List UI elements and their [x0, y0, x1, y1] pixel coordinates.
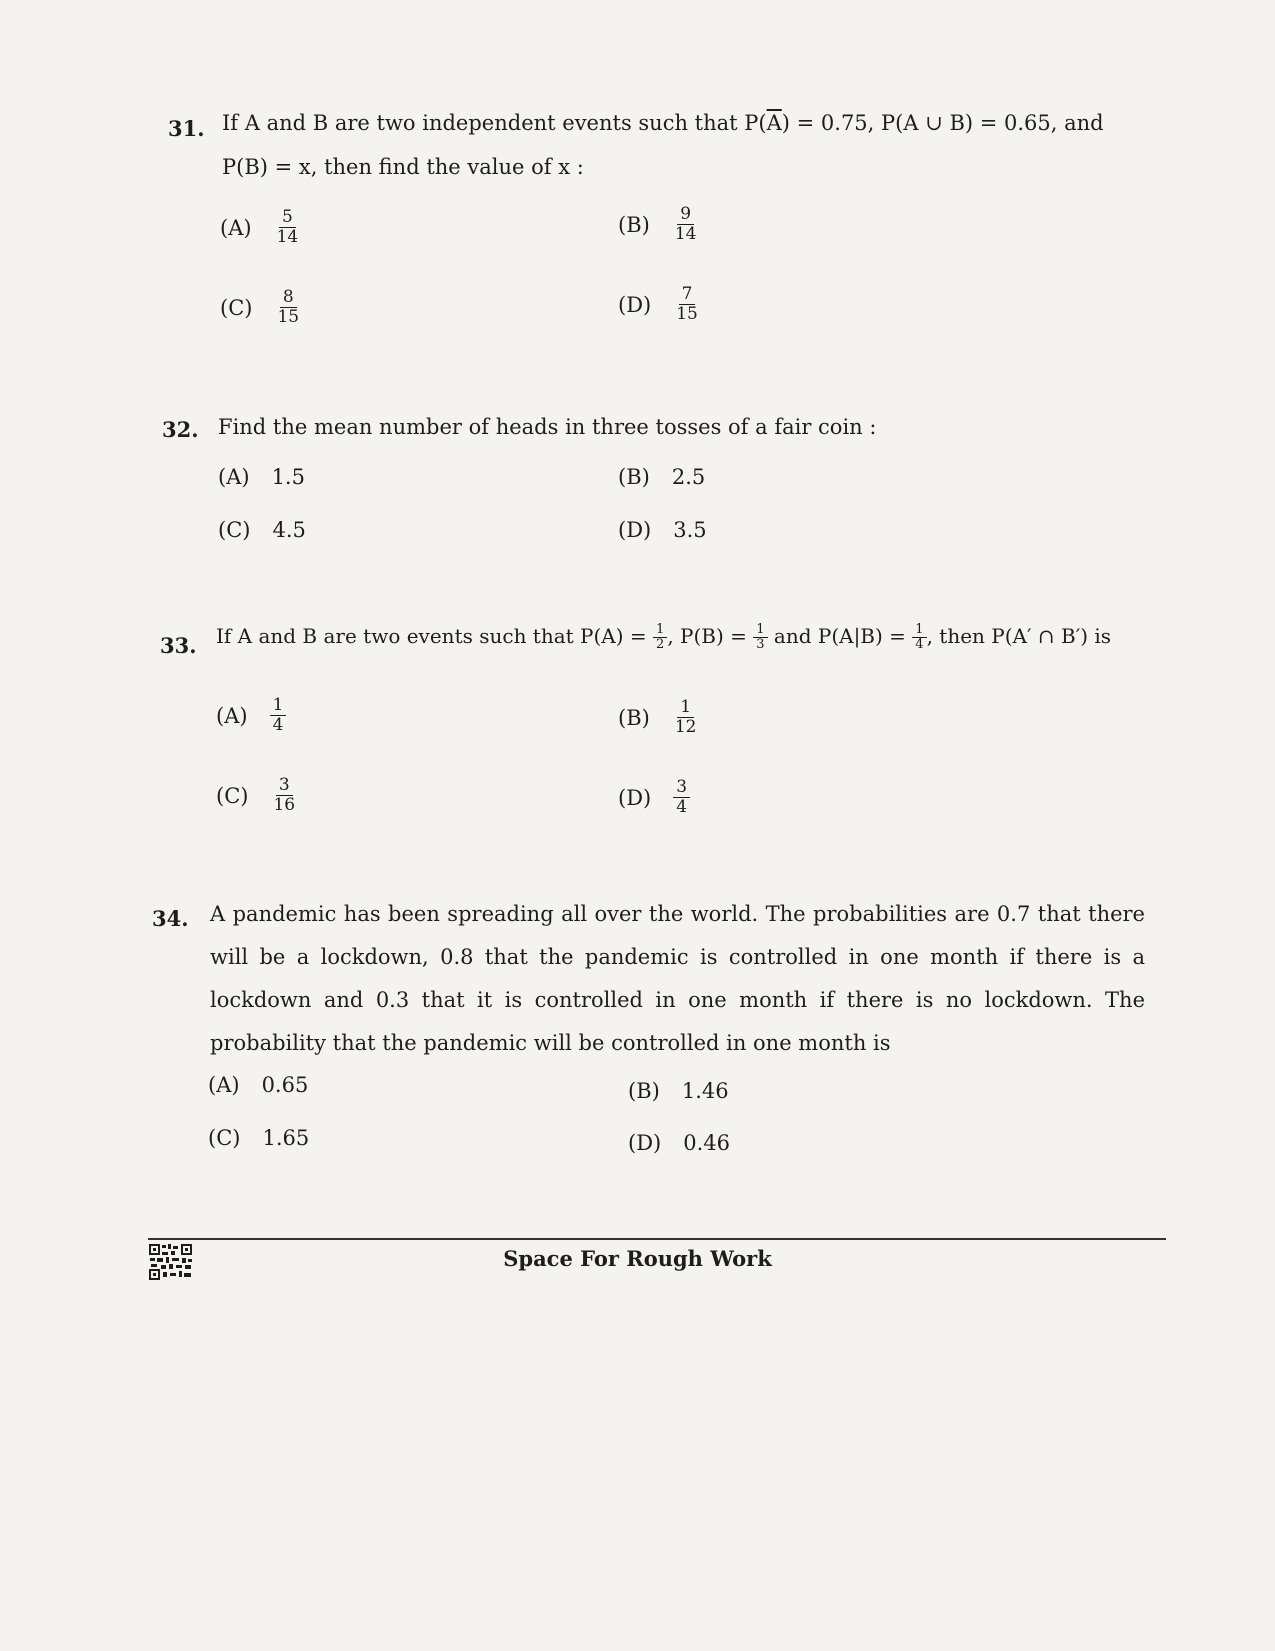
fraction: $\frac{8}{15}$ — [277, 287, 300, 327]
a-complement: $\overline{A}$ — [766, 111, 782, 135]
fraction: $\frac{3}{16}$ — [273, 775, 296, 815]
q33-option-b[interactable]: (B) $\frac{1}{12}$ — [618, 698, 699, 737]
q33-number: 33. — [160, 633, 197, 658]
fraction: $\frac{1}{2}$ — [653, 623, 667, 652]
q31-option-d[interactable]: (D) $\frac{7}{15}$ — [618, 285, 701, 324]
q31-option-c[interactable]: (C) $\frac{8}{15}$ — [220, 288, 302, 327]
fraction: $\frac{5}{14}$ — [276, 207, 299, 247]
q34-number: 34. — [152, 906, 189, 931]
q33-text: If A and B are two events such that P(A) = $\frac{1}{2}$ , P(B) = $\frac{1}{3}$ and P(A|B) = $\frac{1}{4}$ , then P(A′ ∩ B′) is — [216, 622, 1112, 652]
q34-option-b[interactable]: (B) 1.46 — [628, 1079, 729, 1103]
q32-option-c[interactable]: (C) 4.5 — [218, 518, 306, 542]
fraction: $\frac{1}{4}$ — [270, 696, 287, 735]
fraction: $\frac{3}{4}$ — [673, 778, 690, 817]
q34-option-a[interactable]: (A) 0.65 — [208, 1073, 309, 1097]
q31-text-line2: P(B) = x, then find the value of x : — [222, 155, 584, 179]
q33-option-a[interactable]: (A) $\frac{1}{4}$ — [216, 696, 286, 735]
q34-option-d[interactable]: (D) 0.46 — [628, 1131, 730, 1155]
q31-option-b[interactable]: (B) $\frac{9}{14}$ — [618, 205, 699, 244]
q31-text-line1: If A and B are two independent events such that $P(\overline{A}) = 0.75$, P(A ∪ B) = 0.65, and — [222, 111, 1104, 135]
q33-option-d[interactable]: (D) $\frac{3}{4}$ — [618, 778, 690, 817]
q32-option-a[interactable]: (A) 1.5 — [218, 465, 305, 489]
q32-text: Find the mean number of heads in three tosses of a fair coin : — [218, 415, 877, 439]
q32-option-d[interactable]: (D) 3.5 — [618, 518, 707, 542]
fraction: $\frac{1}{3}$ — [753, 623, 767, 652]
q31-option-a[interactable]: (A) $\frac{5}{14}$ — [220, 208, 301, 247]
fraction: $\frac{1}{12}$ — [674, 697, 697, 737]
q32-option-b[interactable]: (B) 2.5 — [618, 465, 706, 489]
q31-number: 31. — [168, 116, 205, 141]
rough-work-label: Space For Rough Work — [503, 1246, 772, 1271]
q32-number: 32. — [162, 417, 199, 442]
q34-option-c[interactable]: (C) 1.65 — [208, 1126, 310, 1150]
fraction: $\frac{1}{4}$ — [912, 623, 926, 652]
q34-text: A pandemic has been spreading all over the world. The probabilities are 0.7 that there will be a lockdown, 0.8 that the pandemic is controlled in one month if there is a lockdown and 0.3 that it is controlled in one month if there is no lockdown. The probability that the pandemic will be controlled in one month is — [210, 902, 1145, 1055]
footer-divider — [148, 1238, 1166, 1240]
q33-option-c[interactable]: (C) $\frac{3}{16}$ — [216, 776, 298, 815]
fraction: $\frac{9}{14}$ — [674, 204, 697, 244]
fraction: $\frac{7}{15}$ — [676, 284, 698, 324]
